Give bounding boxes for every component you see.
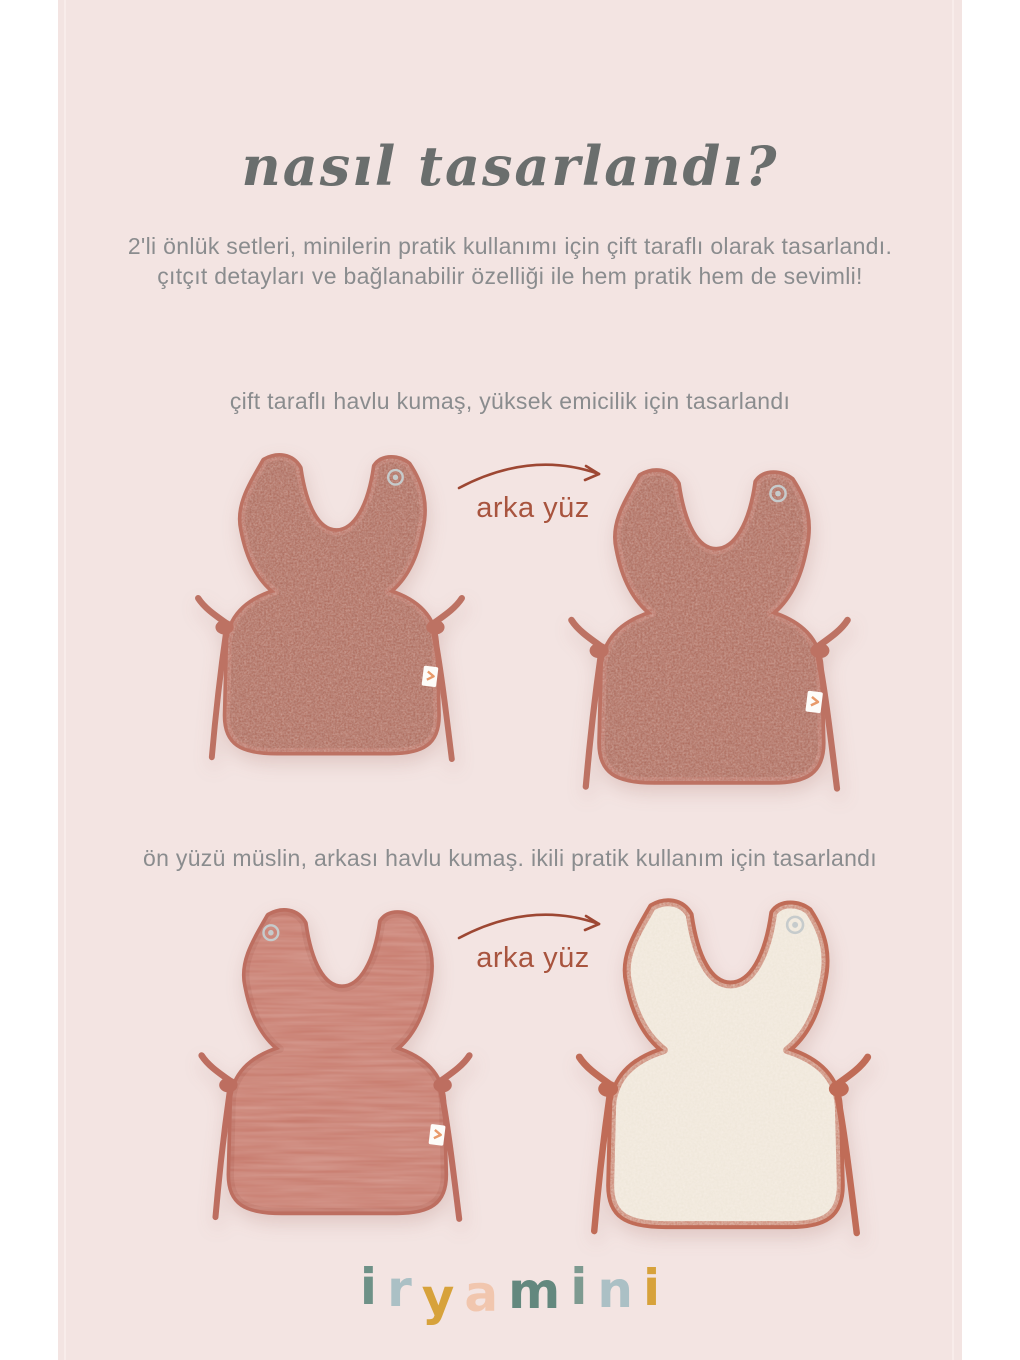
brand-tag xyxy=(428,1124,445,1146)
back-side-label: arka yüz xyxy=(476,492,590,524)
intro-text xyxy=(0,231,1020,291)
brand-tag xyxy=(422,666,439,688)
panel-seam-left xyxy=(64,0,66,1360)
terry-texture-dark xyxy=(601,472,822,781)
terry-texture-dark xyxy=(226,457,437,752)
brand-tag xyxy=(805,691,823,714)
logo-letter: i xyxy=(359,1258,378,1316)
logo-letter: r xyxy=(387,1260,412,1318)
back-side-annotation-1 xyxy=(443,450,623,525)
back-side-label: arka yüz xyxy=(476,942,590,974)
logo-letter: m xyxy=(508,1262,561,1320)
section-2-caption: ön yüzü müslin, arkası havlu kumaş. ikili pratik kullanım için tasarlandı xyxy=(143,845,877,871)
intro-line-1: 2'li önlük setleri, minilerin pratik kullanımı için çift taraflı olarak tasarlandı. xyxy=(127,233,893,259)
curved-arrow-icon xyxy=(453,900,613,944)
section-1-caption: çift taraflı havlu kumaş, yüksek emicilik için tasarlandı xyxy=(229,388,791,414)
curved-arrow-icon xyxy=(453,450,613,494)
bib-illustration xyxy=(190,450,470,770)
bib-front-terry xyxy=(190,450,470,770)
logo-letter: i xyxy=(642,1259,661,1317)
terry-texture-cream xyxy=(610,902,841,1225)
intro-line-2: çıtçıt detayları ve bağlanabilir özelliği ile hem pratik hem de sevimli! xyxy=(157,263,863,289)
logo-letter: a xyxy=(464,1265,499,1323)
logo-letter: n xyxy=(597,1261,633,1319)
page-title: nasıl tasarlandı? xyxy=(241,134,779,198)
muslin-texture xyxy=(230,912,444,1212)
back-side-annotation-2 xyxy=(443,900,623,975)
logo-letter: y xyxy=(421,1268,455,1326)
brand-logo xyxy=(0,1258,1020,1326)
logo-letter: i xyxy=(570,1258,588,1316)
panel-seam-right xyxy=(952,0,954,1360)
